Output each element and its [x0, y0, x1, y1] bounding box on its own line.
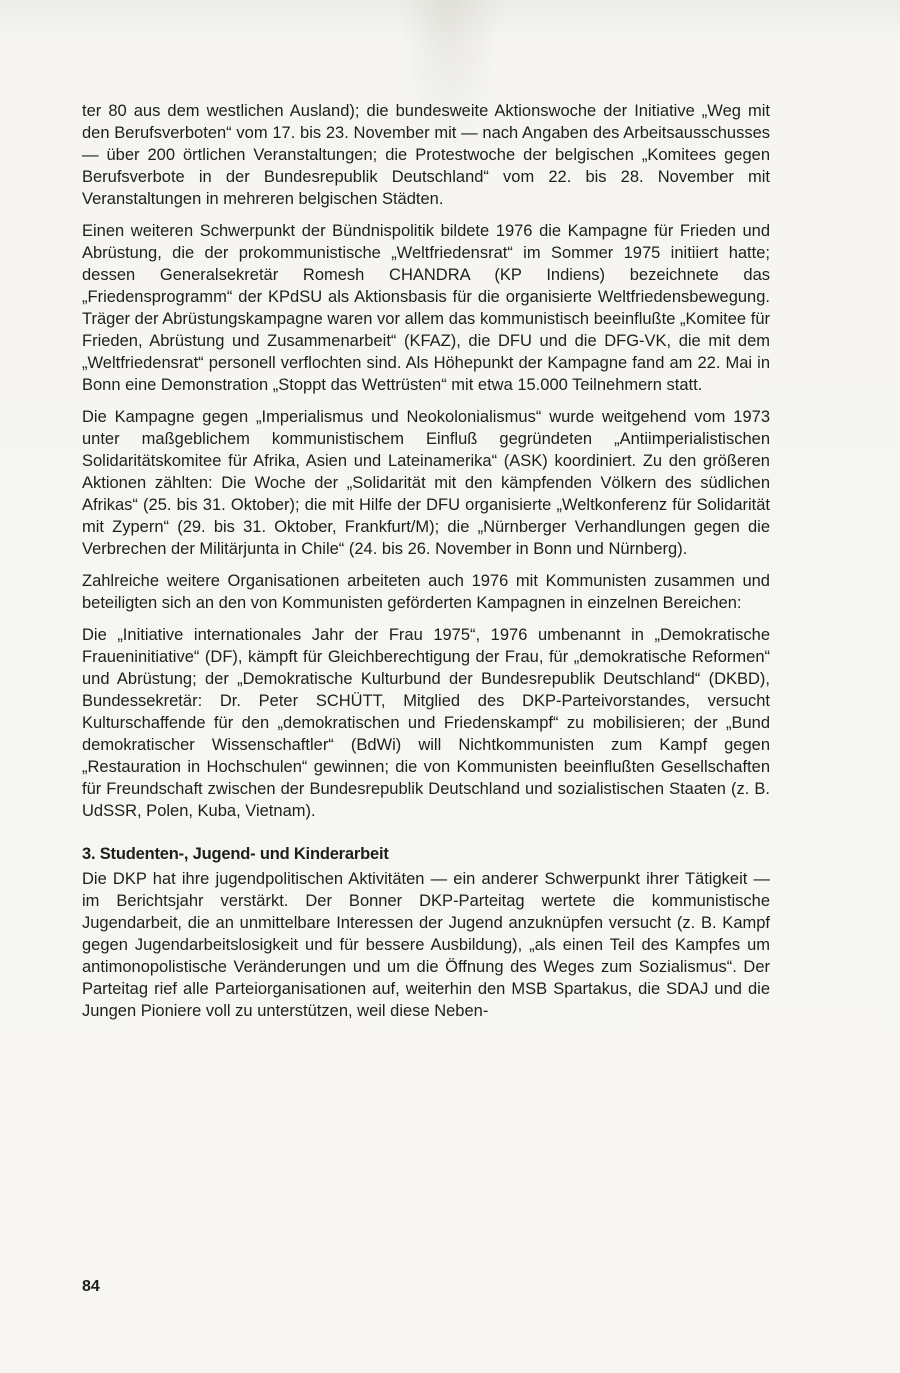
- page-number: 84: [82, 1278, 100, 1295]
- paragraph-organisationen: Zahlreiche weitere Organisationen arbeiteten auch 1976 mit Kommunisten zusammen und beteiligten sich an den von Kommunisten geförderten Kampagnen in einzelnen Bereichen:: [82, 572, 770, 612]
- body-text: [82, 100, 770, 1032]
- paragraph-initiativen: Die „Initiative internationales Jahr der Frau 1975“, 1976 umbenannt in „Demokratische Fraueninitiative“ (DF), kämpft für Gleichberechtigung der Frau, für „demokratische Reformen“ und Abrüstung; der „Demokratische Kulturbund der Bundesrepublik Deutschland“ (DKBD), Bundessekretär: Dr. Peter SCHÜTT, Mitglied des DKP-Parteivorstandes, versucht Kulturschaffende für den „demokratischen und Friedenskampf“ zu mobilisieren; der „Bund demokratischer Wissenschaftler“ (BdWi) will Nichtkommunisten zum Kampf gegen „Restauration in Hochschulen“ gewinnen; die von Kommunisten beeinflußten Gesellschaften für Freundschaft zwischen der Bundesrepublik Deutschland und sozialistischen Staaten (z. B. UdSSR, Polen, Kuba, Vietnam).: [82, 626, 770, 820]
- paragraph-jugendarbeit: Die DKP hat ihre jugendpolitischen Aktivitäten — ein anderer Schwerpunkt ihrer Tätigkeit — im Berichtsjahr verstärkt. Der Bonner DKP-Parteitag wertete die kommunistische Jugendarbeit, die an unmittelbare Interessen der Jugend anzuknüpfen versucht (z. B. Kampf gegen Jugendarbeitslosigkeit und für bessere Ausbildung), „als einen Teil des Kampfes um antimonopolistische Veränderungen und um die Öffnung des Weges zum Sozialismus“. Der Parteitag rief alle Parteiorganisationen auf, weiterhin den MSB Spartakus, die SDAJ und die Jungen Pioniere voll zu unterstützen, weil diese Neben-: [82, 870, 770, 1020]
- paragraph-imperialismus: Die Kampagne gegen „Imperialismus und Neokolonialismus“ wurde weitgehend vom 1973 unter maßgeblichem kommunistischem Einfluß gegründeten „Antiimperialistischen Solidaritätskomitee für Afrika, Asien und Lateinamerika“ (ASK) koordiniert. Zu den größeren Aktionen zählten: Die Woche der „Solidarität mit den kämpfenden Völkern des südlichen Afrikas“ (25. bis 31. Oktober); die mit Hilfe der DFU organisierte „Weltkonferenz für Solidarität mit Zypern“ (29. bis 31. Oktober, Frankfurt/M); die „Nürnberger Verhandlungen gegen die Verbrechen der Militärjunta in Chile“ (24. bis 26. November in Bonn und Nürnberg).: [82, 408, 770, 558]
- paragraph-abruestung: Einen weiteren Schwerpunkt der Bündnispolitik bildete 1976 die Kampagne für Frieden und Abrüstung, die der prokommunistische „Weltfriedensrat“ im Sommer 1975 initiiert hatte; dessen Generalsekretär Romesh CHANDRA (KP Indiens) bezeichnete das „Friedensprogramm“ der KPdSU als Aktionsbasis für die organisierte Weltfriedensbewegung. Träger der Abrüstungskampagne waren vor allem das kommunistisch beeinflußte „Komitee für Frieden, Abrüstung und Zusammenarbeit“ (KFAZ), die DFU und die DFG-VK, die mit dem „Weltfriedensrat“ personell verflochten sind. Als Höhepunkt der Kampagne fand am 22. Mai in Bonn eine Demonstration „Stoppt das Wettrüsten“ mit etwa 15.000 Teilnehmern statt.: [82, 222, 770, 394]
- paragraph-berufsverbote: ter 80 aus dem westlichen Ausland); die bundesweite Aktionswoche der Initiative „Weg mit den Berufsverboten“ vom 17. bis 23. November mit — nach Angaben des Arbeitsausschusses — über 200 örtlichen Veranstaltungen; die Protestwoche der belgischen „Komitees gegen Berufsverbote in der Bundesrepublik Deutschland“ vom 22. bis 28. November mit Veranstaltungen in mehreren belgischen Städten.: [82, 102, 770, 208]
- section-heading: 3. Studenten-, Jugend- und Kinderarbeit: [82, 845, 389, 863]
